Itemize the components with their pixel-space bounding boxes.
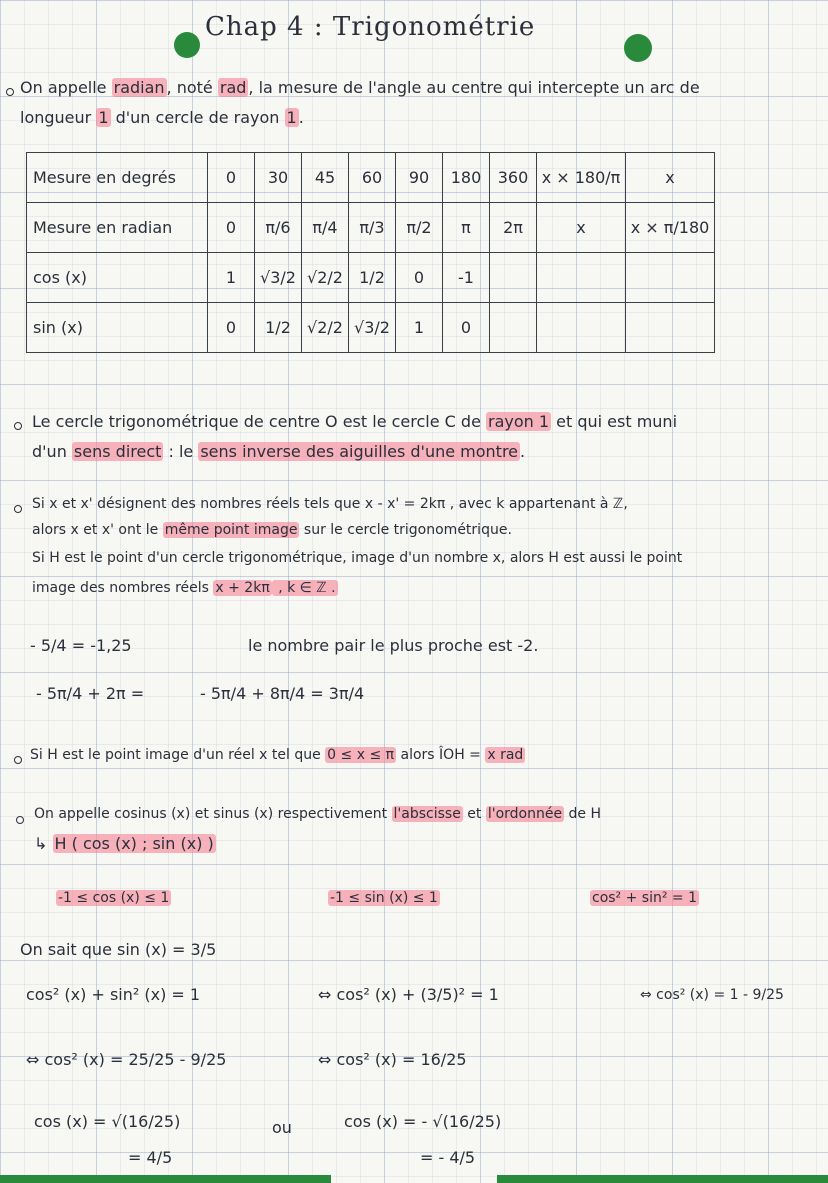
row-header: Mesure en degrés <box>27 153 208 203</box>
table-row: sin (x) 0 1/2 √2/2 √3/2 1 0 <box>27 303 715 353</box>
angle-line: Si H est le point image d'un réel x tel que 0 ≤ x ≤ π alors ÎOH = x rad <box>30 747 524 763</box>
exercise-step-1a: cos² (x) + sin² (x) = 1 <box>26 985 201 1004</box>
bullet-icon <box>14 756 22 764</box>
image-line-2: alors x et x' ont le même point image sur le cercle trigonométrique. <box>32 522 512 538</box>
bullet-icon <box>16 816 24 824</box>
exercise-step-1c: ⇔ cos² (x) = 1 - 9/25 <box>640 987 784 1003</box>
exercise-step-2b: ⇔ cos² (x) = 16/25 <box>318 1050 467 1069</box>
bound-cos: -1 ≤ cos (x) ≤ 1 <box>58 890 170 906</box>
image-line-1: Si x et x' désignent des nombres réels tels que x - x' = 2kπ , avec k appartenant à ℤ, <box>32 496 628 512</box>
circle-line-2: d'un sens direct : le sens inverse des aiguilles d'une montre . <box>32 442 526 461</box>
bound-sin: -1 ≤ sin (x) ≤ 1 <box>330 890 438 906</box>
row-header: Mesure en radian <box>27 203 208 253</box>
exercise-result-a: = 4/5 <box>128 1148 173 1167</box>
green-dot-icon <box>174 32 200 58</box>
page-title: Chap 4 : Trigonométrie <box>205 12 536 42</box>
bullet-icon <box>14 422 22 430</box>
row-header: sin (x) <box>27 303 208 353</box>
cossin-line-1: On appelle cosinus (x) et sinus (x) respectivement l'abscisse et l'ordonnée de H <box>34 806 602 822</box>
green-dot-icon <box>624 34 652 62</box>
exercise-step-2a: ⇔ cos² (x) = 25/25 - 9/25 <box>26 1050 227 1069</box>
exercise-or: ou <box>272 1118 292 1137</box>
table-row: Mesure en radian 0 π/6 π/4 π/3 π/2 π 2π x x × π/180 <box>27 203 715 253</box>
image-line-4: image des nombres réels x + 2kπ , k ∈ ℤ . <box>32 580 336 596</box>
exercise-given: On sait que sin (x) = 3/5 <box>20 940 217 959</box>
example-line-2a: - 5π/4 + 2π = <box>36 684 145 703</box>
conversion-table <box>26 152 715 353</box>
exercise-step-3b: cos (x) = - √(16/25) <box>344 1112 502 1131</box>
intro-line-1: On appelle radian , noté rad , la mesure de l'angle au centre qui intercepte un arc de <box>20 78 700 97</box>
row-header: cos (x) <box>27 253 208 303</box>
example-line-1: - 5/4 = -1,25 <box>30 636 132 655</box>
example-note: le nombre pair le plus proche est -2. <box>248 636 539 655</box>
table-row: cos (x) 1 √3/2 √2/2 1/2 0 -1 <box>27 253 715 303</box>
bullet-icon <box>14 505 22 513</box>
exercise-result-b: = - 4/5 <box>420 1148 476 1167</box>
exercise-step-3a: cos (x) = √(16/25) <box>34 1112 181 1131</box>
page-edge-decoration <box>0 1175 828 1183</box>
cossin-line-2: ↳ H ( cos (x) ; sin (x) ) <box>34 834 214 853</box>
exercise-step-1b: ⇔ cos² (x) + (3/5)² = 1 <box>318 985 499 1004</box>
image-line-3: Si H est le point d'un cercle trigonométrique, image d'un nombre x, alors H est aussi le point <box>32 550 683 566</box>
example-line-2b: - 5π/4 + 8π/4 = 3π/4 <box>200 684 365 703</box>
pythagoras-identity: cos² + sin² = 1 <box>592 890 698 906</box>
table-row: Mesure en degrés 0 30 45 60 90 180 360 x × 180/π x <box>27 153 715 203</box>
intro-line-2: longueur 1 d'un cercle de rayon 1 . <box>20 108 304 127</box>
bullet-icon <box>6 88 14 96</box>
circle-line-1: Le cercle trigonométrique de centre O est le cercle C de rayon 1 et qui est muni <box>32 412 678 431</box>
